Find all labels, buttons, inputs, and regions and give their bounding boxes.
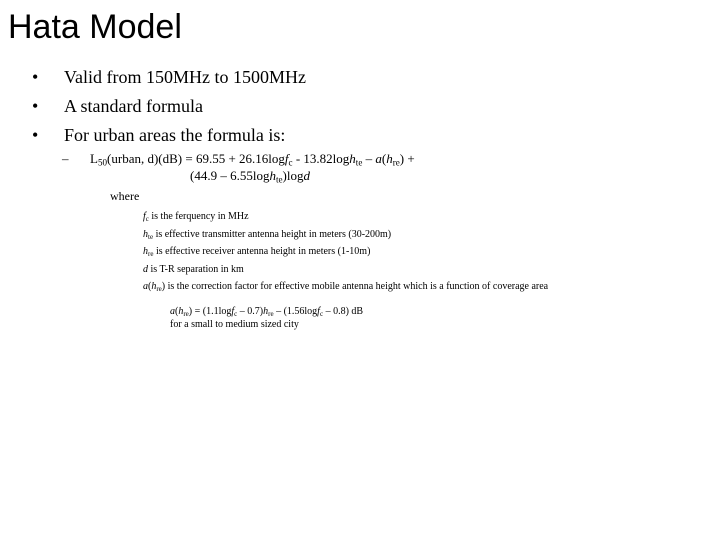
bullet-text: For urban areas the formula is: (64, 125, 286, 145)
definition-hre: $h_{re}$ is effective receiver antenna height in meters (1-10m) (143, 246, 371, 258)
correction-factor-formula (170, 305, 363, 331)
correction-formula-note: for a small to medium sized city (170, 319, 299, 330)
bullet-dot: • (32, 96, 39, 116)
slide-title: Hata Model (8, 8, 182, 46)
definition-hte: $h_{te}$ is effective transmitter antenna height in meters (30-200m) (143, 228, 392, 241)
correction-formula-line: $a(h_{re}) = (1.1\log f_c - 0.7)h_{re} - (1.56\log f_c - 0.8)$ dB (170, 306, 364, 318)
definition-fc: $f_c$ is the ferquency in MHz (143, 211, 249, 223)
bullet-text: Valid from 150MHz to 1500MHz (64, 67, 306, 87)
bullet-dot: • (32, 125, 39, 145)
definition-d: d is T-R separation in km (143, 263, 244, 275)
definition-a-hre: $a(h_{re})$ is the correction factor for effective mobile antenna height which is a function of coverage area (143, 281, 549, 293)
bullet-dot: • (32, 67, 39, 87)
equation-line-2: (44.9 – 6.55logh$_{te}$)logd (190, 168, 310, 185)
equation-line-1: $L_{50}(urban$, $d)(dB) = 69.55 + 26.16\log f_c - 13.82\log h_{te} - a(h_{re})$ + (90, 151, 415, 168)
bullet-text: A standard formula (64, 96, 203, 116)
definitions-list (143, 208, 548, 296)
sub-bullet-dash: – (62, 151, 69, 166)
where-label: where (110, 189, 140, 203)
